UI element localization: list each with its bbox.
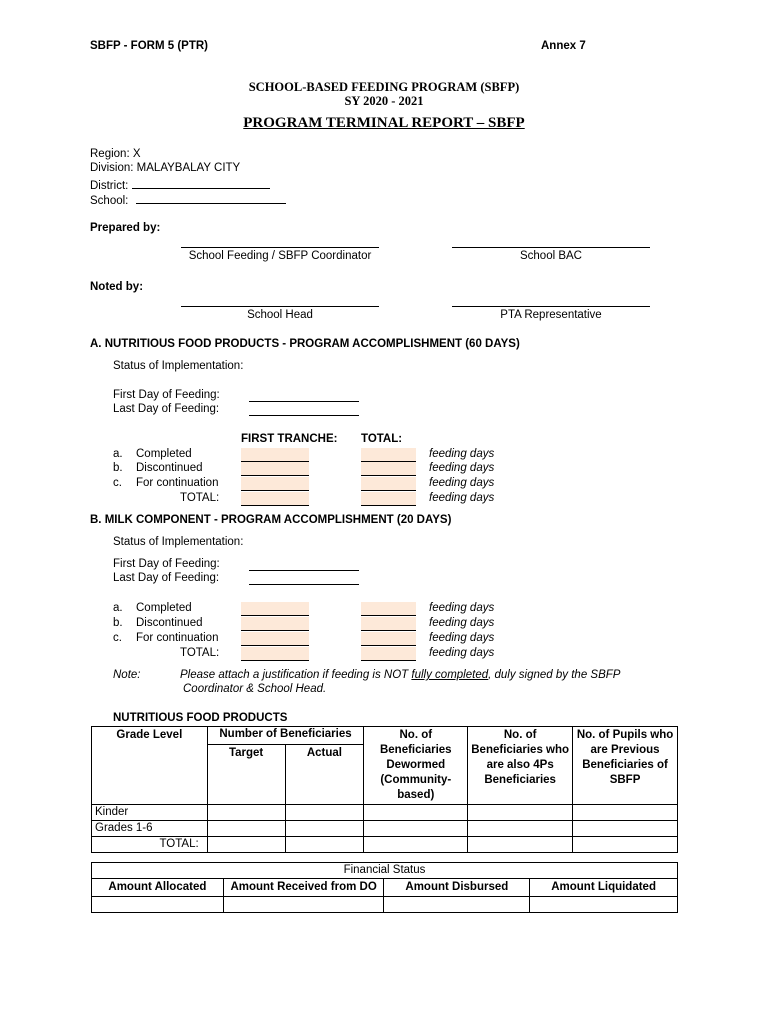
section-a-discontinued-total-field[interactable] <box>361 462 416 476</box>
financial-liquidated-cell[interactable] <box>530 897 678 913</box>
nfp-total-actual-cell[interactable] <box>285 837 364 853</box>
nfp-grades-4ps-cell[interactable] <box>468 821 573 837</box>
section-b-completed-first-field[interactable] <box>241 602 309 616</box>
financial-disbursed-cell[interactable] <box>384 897 530 913</box>
coordinator-signature[interactable]: School Feeding / SBFP Coordinator <box>181 247 379 262</box>
financial-header-liquidated: Amount Liquidated <box>530 879 678 897</box>
section-a-row-discontinued-letter: b. <box>113 462 123 474</box>
section-a-row-continuation-label: For continuation <box>136 477 219 489</box>
section-a-completed-first-field[interactable] <box>241 448 309 462</box>
section-b-continuation-total-field[interactable] <box>361 632 416 646</box>
note-text-before: Please attach a justification if feeding is NOT <box>180 669 412 681</box>
region-label: Region: <box>90 148 130 160</box>
school-head-signature[interactable]: School Head <box>181 306 379 321</box>
nfp-grades-previous-cell[interactable] <box>573 821 678 837</box>
nfp-total-previous-cell[interactable] <box>573 837 678 853</box>
nfp-header-row <box>92 727 678 745</box>
section-b-row-completed-unit: feeding days <box>429 602 495 614</box>
note-line2: Coordinator & School Head. <box>183 683 327 695</box>
note-text-after: , duly signed by the SBFP <box>488 669 621 681</box>
school-field[interactable] <box>136 192 286 204</box>
section-b-status: Status of Implementation: <box>113 536 244 548</box>
section-a-first-day-field[interactable] <box>249 389 359 402</box>
section-b-total-total-field[interactable] <box>361 647 416 661</box>
section-b-row-continuation-label: For continuation <box>136 632 219 644</box>
section-b-row-completed-label: Completed <box>136 602 192 614</box>
section-a-row-completed-unit: feeding days <box>429 448 495 460</box>
nfp-grades-dewormed-cell[interactable] <box>364 821 468 837</box>
nfp-header-previous: No. of Pupils who are Previous Beneficiaries of SBFP <box>573 727 678 805</box>
section-a-title: A. NUTRITIOUS FOOD PRODUCTS - PROGRAM ACCOMPLISHMENT (60 DAYS) <box>90 338 520 350</box>
section-a-continuation-total-field[interactable] <box>361 477 416 491</box>
section-a-row-continuation-unit: feeding days <box>429 477 495 489</box>
financial-title: Financial Status <box>92 863 678 879</box>
note-text-underlined: fully completed <box>411 669 489 681</box>
section-b-continuation-first-field[interactable] <box>241 632 309 646</box>
region-row <box>90 148 141 160</box>
region-value: X <box>132 148 141 160</box>
section-a-continuation-first-field[interactable] <box>241 477 309 491</box>
note-text <box>180 669 620 681</box>
school-row <box>90 192 286 207</box>
nfp-grades-actual-cell[interactable] <box>285 821 364 837</box>
section-a-row-completed-letter: a. <box>113 448 123 460</box>
school-label: School: <box>90 195 129 207</box>
financial-table <box>91 862 678 913</box>
financial-title-row <box>92 863 678 879</box>
section-a-first-day-label: First Day of Feeding: <box>113 389 220 401</box>
financial-header-allocated: Amount Allocated <box>92 879 224 897</box>
section-a-row-discontinued-unit: feeding days <box>429 462 495 474</box>
section-a-row-total-label: TOTAL: <box>180 492 220 504</box>
school-year: SY 2020 - 2021 <box>344 94 424 108</box>
table-row <box>92 837 678 853</box>
section-a-last-day-label: Last Day of Feeding: <box>113 403 220 415</box>
district-row <box>90 177 270 192</box>
section-a-row-total-unit: feeding days <box>429 492 495 504</box>
nfp-header-beneficiaries: Number of Beneficiaries <box>207 727 364 745</box>
financial-header-received: Amount Received from DO <box>223 879 384 897</box>
section-b-row-discontinued-label: Discontinued <box>136 617 203 629</box>
nfp-table <box>91 726 678 853</box>
pta-signature[interactable]: PTA Representative <box>452 306 650 321</box>
program-title: SCHOOL-BASED FEEDING PROGRAM (SBFP) <box>248 80 520 94</box>
nfp-row-kinder-label: Kinder <box>92 805 208 821</box>
report-title: PROGRAM TERMINAL REPORT – SBFP <box>243 115 525 131</box>
total-header: TOTAL: <box>361 433 403 445</box>
table-row <box>92 805 678 821</box>
nfp-header-grade: Grade Level <box>92 727 208 805</box>
table-row <box>92 821 678 837</box>
nfp-total-target-cell[interactable] <box>207 837 285 853</box>
annex-label: Annex 7 <box>541 40 586 52</box>
nfp-kinder-previous-cell[interactable] <box>573 805 678 821</box>
financial-header-disbursed: Amount Disbursed <box>384 879 530 897</box>
nfp-total-4ps-cell[interactable] <box>468 837 573 853</box>
nfp-grades-target-cell[interactable] <box>207 821 285 837</box>
division-row <box>90 162 240 174</box>
noted-label: Noted by: <box>90 281 144 293</box>
nfp-header-actual: Actual <box>285 744 364 804</box>
section-b-row-discontinued-letter: b. <box>113 617 123 629</box>
section-b-row-total-label: TOTAL: <box>180 647 220 659</box>
section-b-total-first-field[interactable] <box>241 647 309 661</box>
nfp-table-caption: NUTRITIOUS FOOD PRODUCTS <box>113 712 288 724</box>
section-b-completed-total-field[interactable] <box>361 602 416 616</box>
nfp-header-dewormed: No. of Beneficiaries Dewormed (Community-based) <box>364 727 468 805</box>
section-b-discontinued-first-field[interactable] <box>241 617 309 631</box>
nfp-row-total-label: TOTAL: <box>92 837 208 853</box>
section-a-discontinued-first-field[interactable] <box>241 462 309 476</box>
section-a-total-total-field[interactable] <box>361 492 416 506</box>
nfp-kinder-4ps-cell[interactable] <box>468 805 573 821</box>
financial-header-row <box>92 879 678 897</box>
section-a-last-day-field[interactable] <box>249 403 359 416</box>
financial-allocated-cell[interactable] <box>92 897 224 913</box>
nfp-kinder-actual-cell[interactable] <box>285 805 364 821</box>
section-b-discontinued-total-field[interactable] <box>361 617 416 631</box>
section-b-first-day-field[interactable] <box>249 558 359 571</box>
section-a-total-first-field[interactable] <box>241 492 309 506</box>
financial-received-cell[interactable] <box>223 897 384 913</box>
nfp-kinder-target-cell[interactable] <box>207 805 285 821</box>
section-b-title: B. MILK COMPONENT - PROGRAM ACCOMPLISHMENT (20 DAYS) <box>90 514 452 526</box>
nfp-total-dewormed-cell[interactable] <box>364 837 468 853</box>
form-label: SBFP - FORM 5 (PTR) <box>90 40 208 52</box>
first-tranche-header: FIRST TRANCHE: <box>241 433 338 445</box>
nfp-kinder-dewormed-cell[interactable] <box>364 805 468 821</box>
section-b-last-day-label: Last Day of Feeding: <box>113 572 220 584</box>
section-a-status: Status of Implementation: <box>113 360 244 372</box>
division-label: Division: <box>90 162 134 174</box>
district-label: District: <box>90 180 129 192</box>
table-row <box>92 897 678 913</box>
nfp-row-grades-label: Grades 1-6 <box>92 821 208 837</box>
prepared-label: Prepared by: <box>90 222 161 234</box>
section-a-completed-total-field[interactable] <box>361 448 416 462</box>
section-b-row-discontinued-unit: feeding days <box>429 617 495 629</box>
section-b-first-day-label: First Day of Feeding: <box>113 558 220 570</box>
section-b-row-continuation-letter: c. <box>113 632 122 644</box>
section-b-last-day-field[interactable] <box>249 572 359 585</box>
note-label: Note: <box>113 669 141 681</box>
division-value: MALAYBALAY CITY <box>136 162 241 174</box>
district-field[interactable] <box>132 177 270 189</box>
section-a-row-completed-label: Completed <box>136 448 192 460</box>
section-a-row-discontinued-label: Discontinued <box>136 462 203 474</box>
section-a-row-continuation-letter: c. <box>113 477 122 489</box>
section-b-row-completed-letter: a. <box>113 602 123 614</box>
section-b-row-total-unit: feeding days <box>429 647 495 659</box>
section-b-row-continuation-unit: feeding days <box>429 632 495 644</box>
nfp-header-4ps: No. of Beneficiaries who are also 4Ps Beneficiaries <box>468 727 573 805</box>
nfp-header-target: Target <box>207 744 285 804</box>
bac-signature[interactable]: School BAC <box>452 247 650 262</box>
